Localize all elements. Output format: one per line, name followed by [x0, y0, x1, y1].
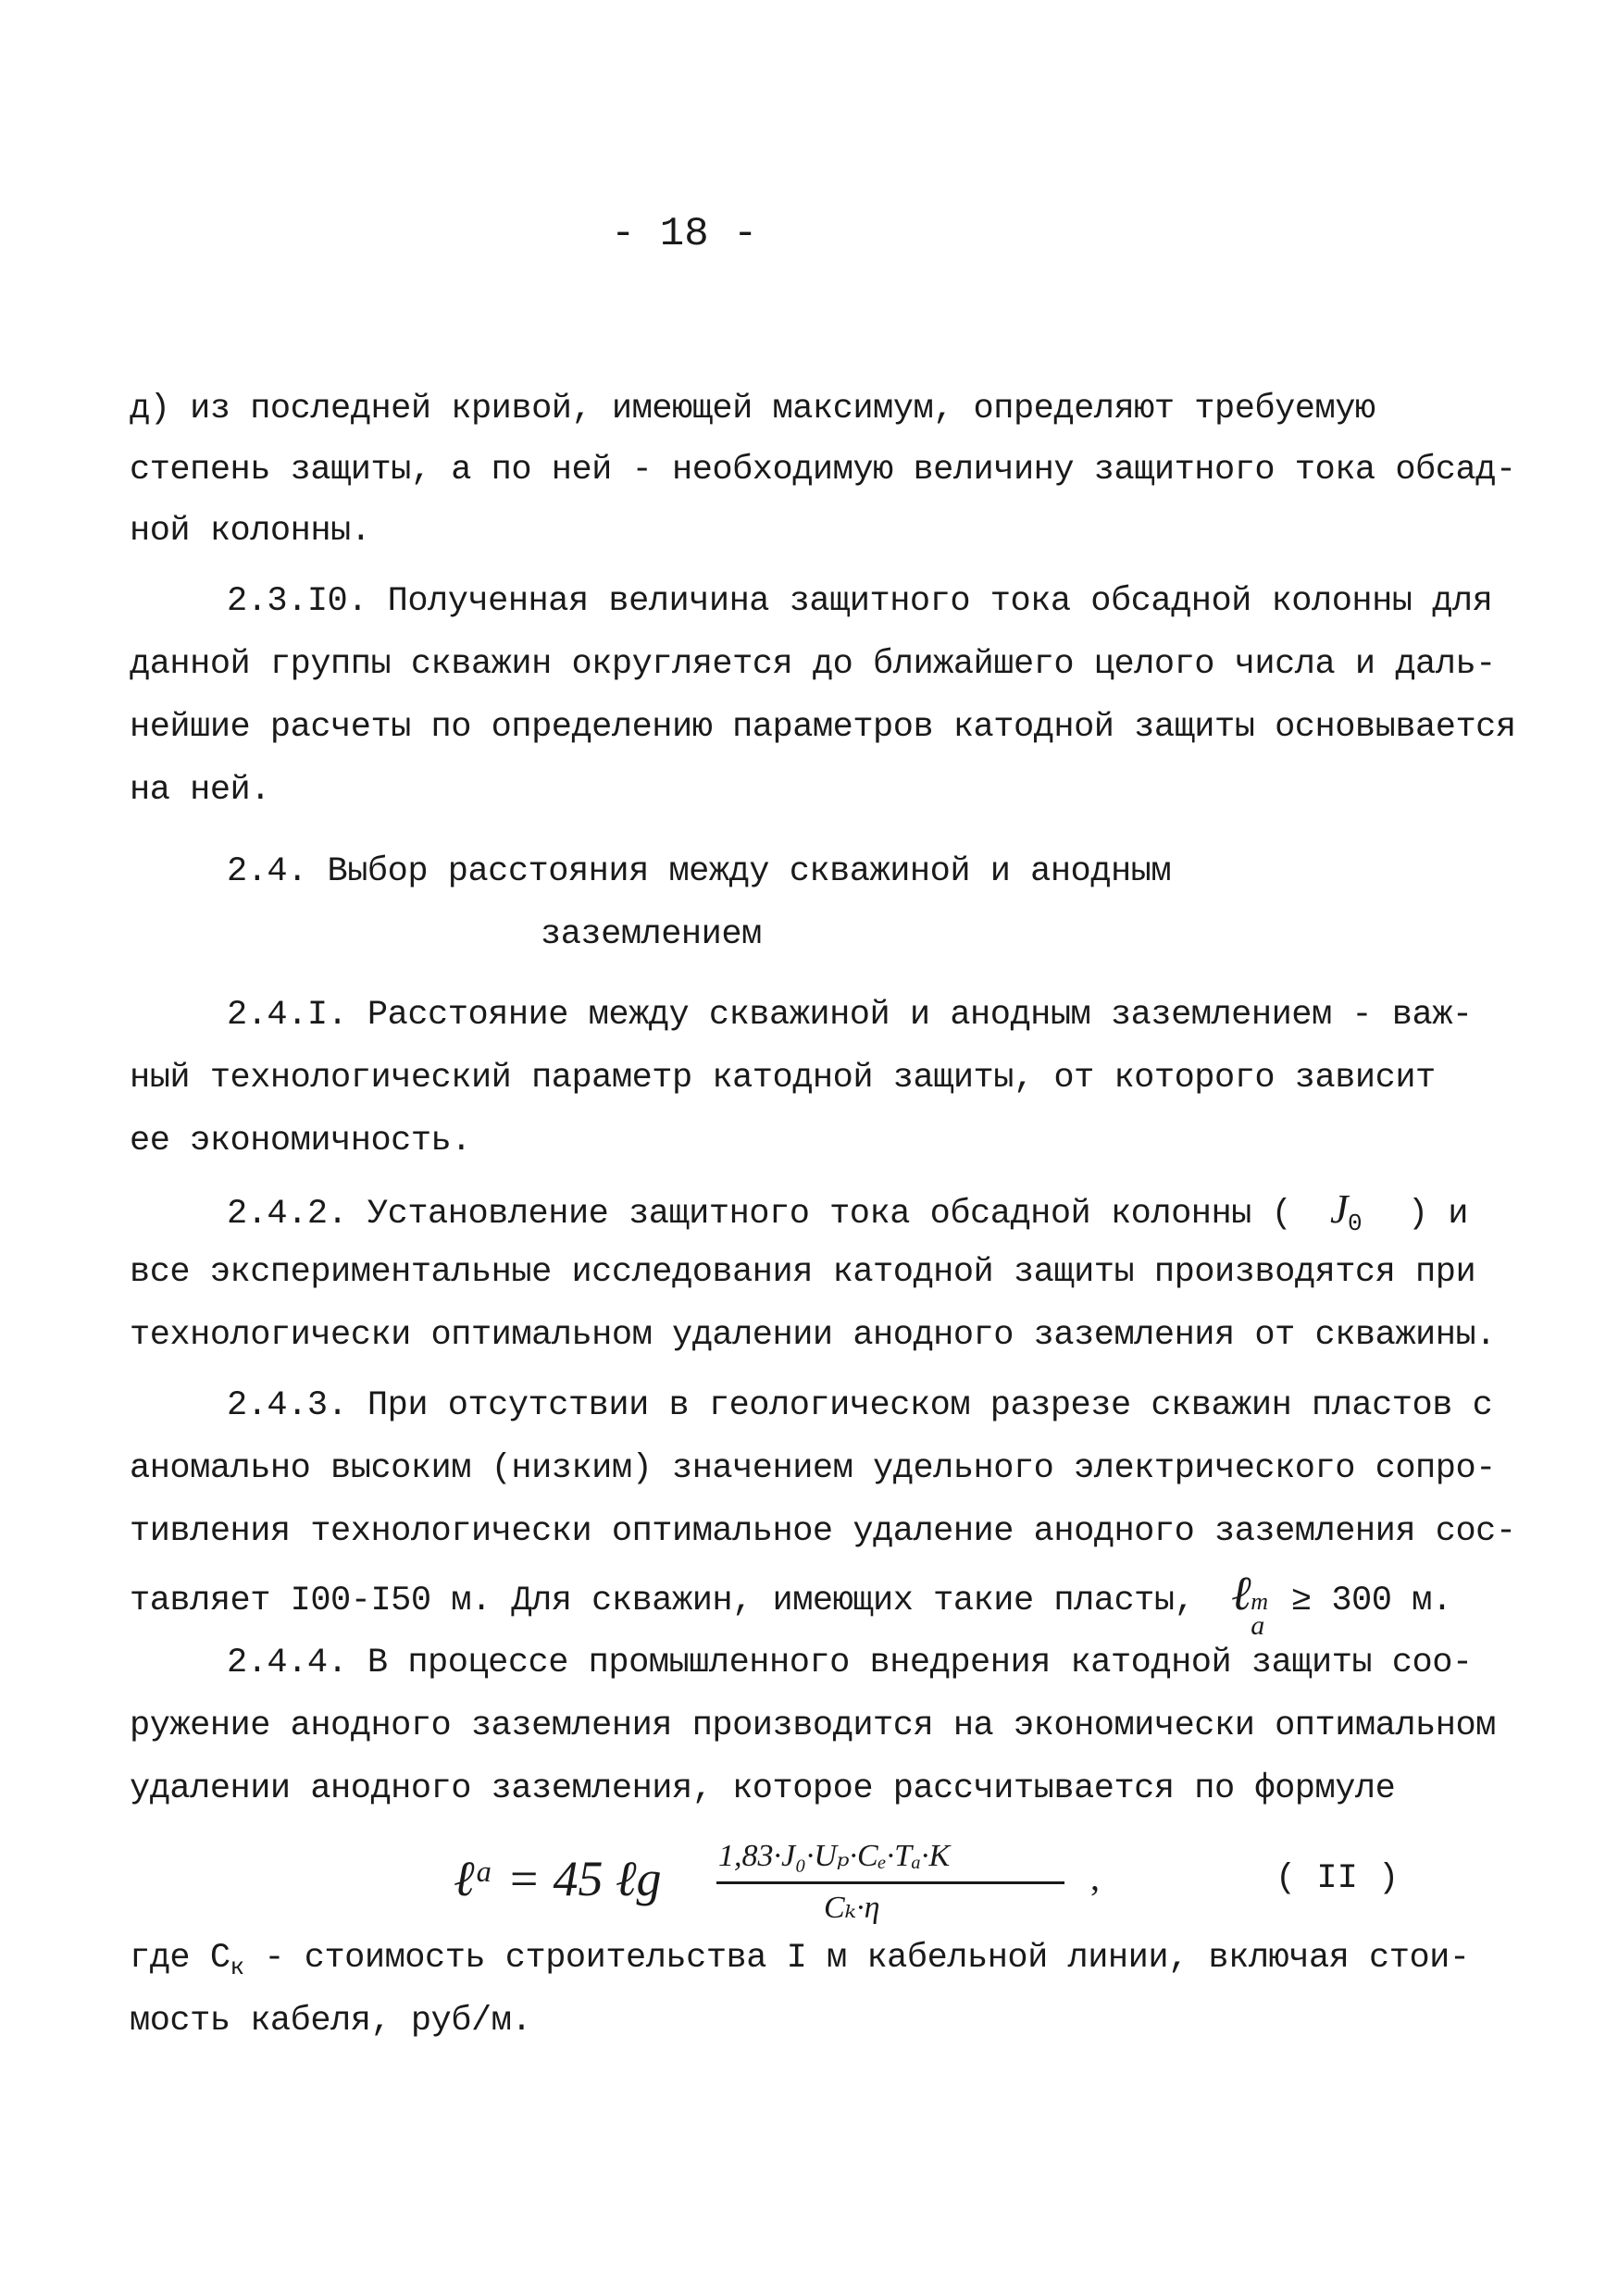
distance-symbol-sup: т	[1251, 1588, 1268, 1615]
text-line-23-part-a: где С	[130, 1939, 230, 1978]
formula-number: ( II )	[1276, 1859, 1400, 1898]
current-symbol-sub: 0	[1348, 1210, 1363, 1237]
text-line-2: степень защиты, а по ней - необходимую величину защитного тока обсад-	[130, 451, 1516, 490]
text-line-11: ный технологический параметр катодной защиты, от которого зависит	[130, 1059, 1436, 1098]
formula-lhs: ℓᵃ = 45 ℓg	[454, 1851, 662, 1906]
formula-11	[454, 1837, 1157, 1939]
section-heading-line-1: 2.4. Выбор расстояния между скважиной и анодным	[227, 852, 1172, 891]
text-line-22: удалении анодного заземления, которое рассчитывается по формуле	[130, 1769, 1396, 1808]
text-line-4: 2.3.I0. Полученная величина защитного тока обсадной колонны для	[227, 582, 1493, 621]
text-line-20: 2.4.4. В процессе промышленного внедрения катодной защиты соо-	[227, 1644, 1473, 1682]
text-line-19	[130, 1568, 1452, 1641]
text-line-13-part-b: ) и	[1407, 1195, 1468, 1234]
current-symbol-j: J	[1330, 1186, 1349, 1232]
text-line-21: ружение анодного заземления производится на экономически оптимальном	[130, 1706, 1496, 1745]
text-line-16: 2.4.3. При отсутствии в геологическом разрезе скважин пластов с	[227, 1386, 1493, 1425]
distance-symbol-l: ℓ	[1231, 1568, 1251, 1620]
text-line-13	[227, 1186, 1468, 1237]
text-line-5: данной группы скважин округляется до ближайшего целого числа и даль-	[130, 645, 1496, 684]
text-line-3: ной колонны.	[130, 512, 371, 551]
text-line-23	[130, 1938, 1470, 1980]
text-line-14: все экспериментальные исследования катодной защиты производятся при	[130, 1253, 1476, 1292]
text-line-10: 2.4.I. Расстояние между скважиной и анодным заземлением - важ-	[227, 996, 1473, 1035]
formula-fraction-bar	[716, 1881, 1064, 1884]
text-line-15: технологически оптимальном удалении анодного заземления от скважины.	[130, 1316, 1496, 1355]
text-line-12: ее экономичность.	[130, 1122, 471, 1160]
text-line-1: д) из последней кривой, имеющей максимум, определяют требуемую	[130, 390, 1375, 428]
text-line-19-part-b: ≥ 300 м.	[1290, 1582, 1452, 1620]
text-line-23-part-b: - стоимость строительства I м кабельной линии, включая стои-	[264, 1939, 1470, 1978]
formula-denominator: Cₖ·η	[824, 1891, 880, 1925]
distance-symbol-sub: a	[1251, 1610, 1264, 1641]
text-line-19-part-a: тавляет I00-I50 м. Для скважин, имеющих такие пласты,	[130, 1582, 1195, 1620]
text-line-17: аномально высоким (низким) значением удельного электрического сопро-	[130, 1449, 1496, 1488]
text-line-7: на ней.	[130, 771, 270, 810]
page-number: - 18 -	[611, 211, 758, 257]
formula-comma: ,	[1090, 1856, 1100, 1898]
text-line-13-part-a: 2.4.2. Установление защитного тока обсадной колонны (	[227, 1195, 1292, 1234]
cost-symbol-sub: к	[230, 1954, 244, 1981]
text-line-6: нейшие расчеты по определению параметров катодной защиты основывается	[130, 708, 1516, 747]
section-heading-line-2: заземлением	[541, 915, 762, 954]
text-line-24: мость кабеля, руб/м.	[130, 2002, 532, 2041]
text-line-18: тивления технологически оптимальное удаление анодного заземления сос-	[130, 1512, 1516, 1551]
formula-numerator: 1,83·J₀·Uₚ·Cₑ·Tₐ·K	[718, 1839, 951, 1873]
